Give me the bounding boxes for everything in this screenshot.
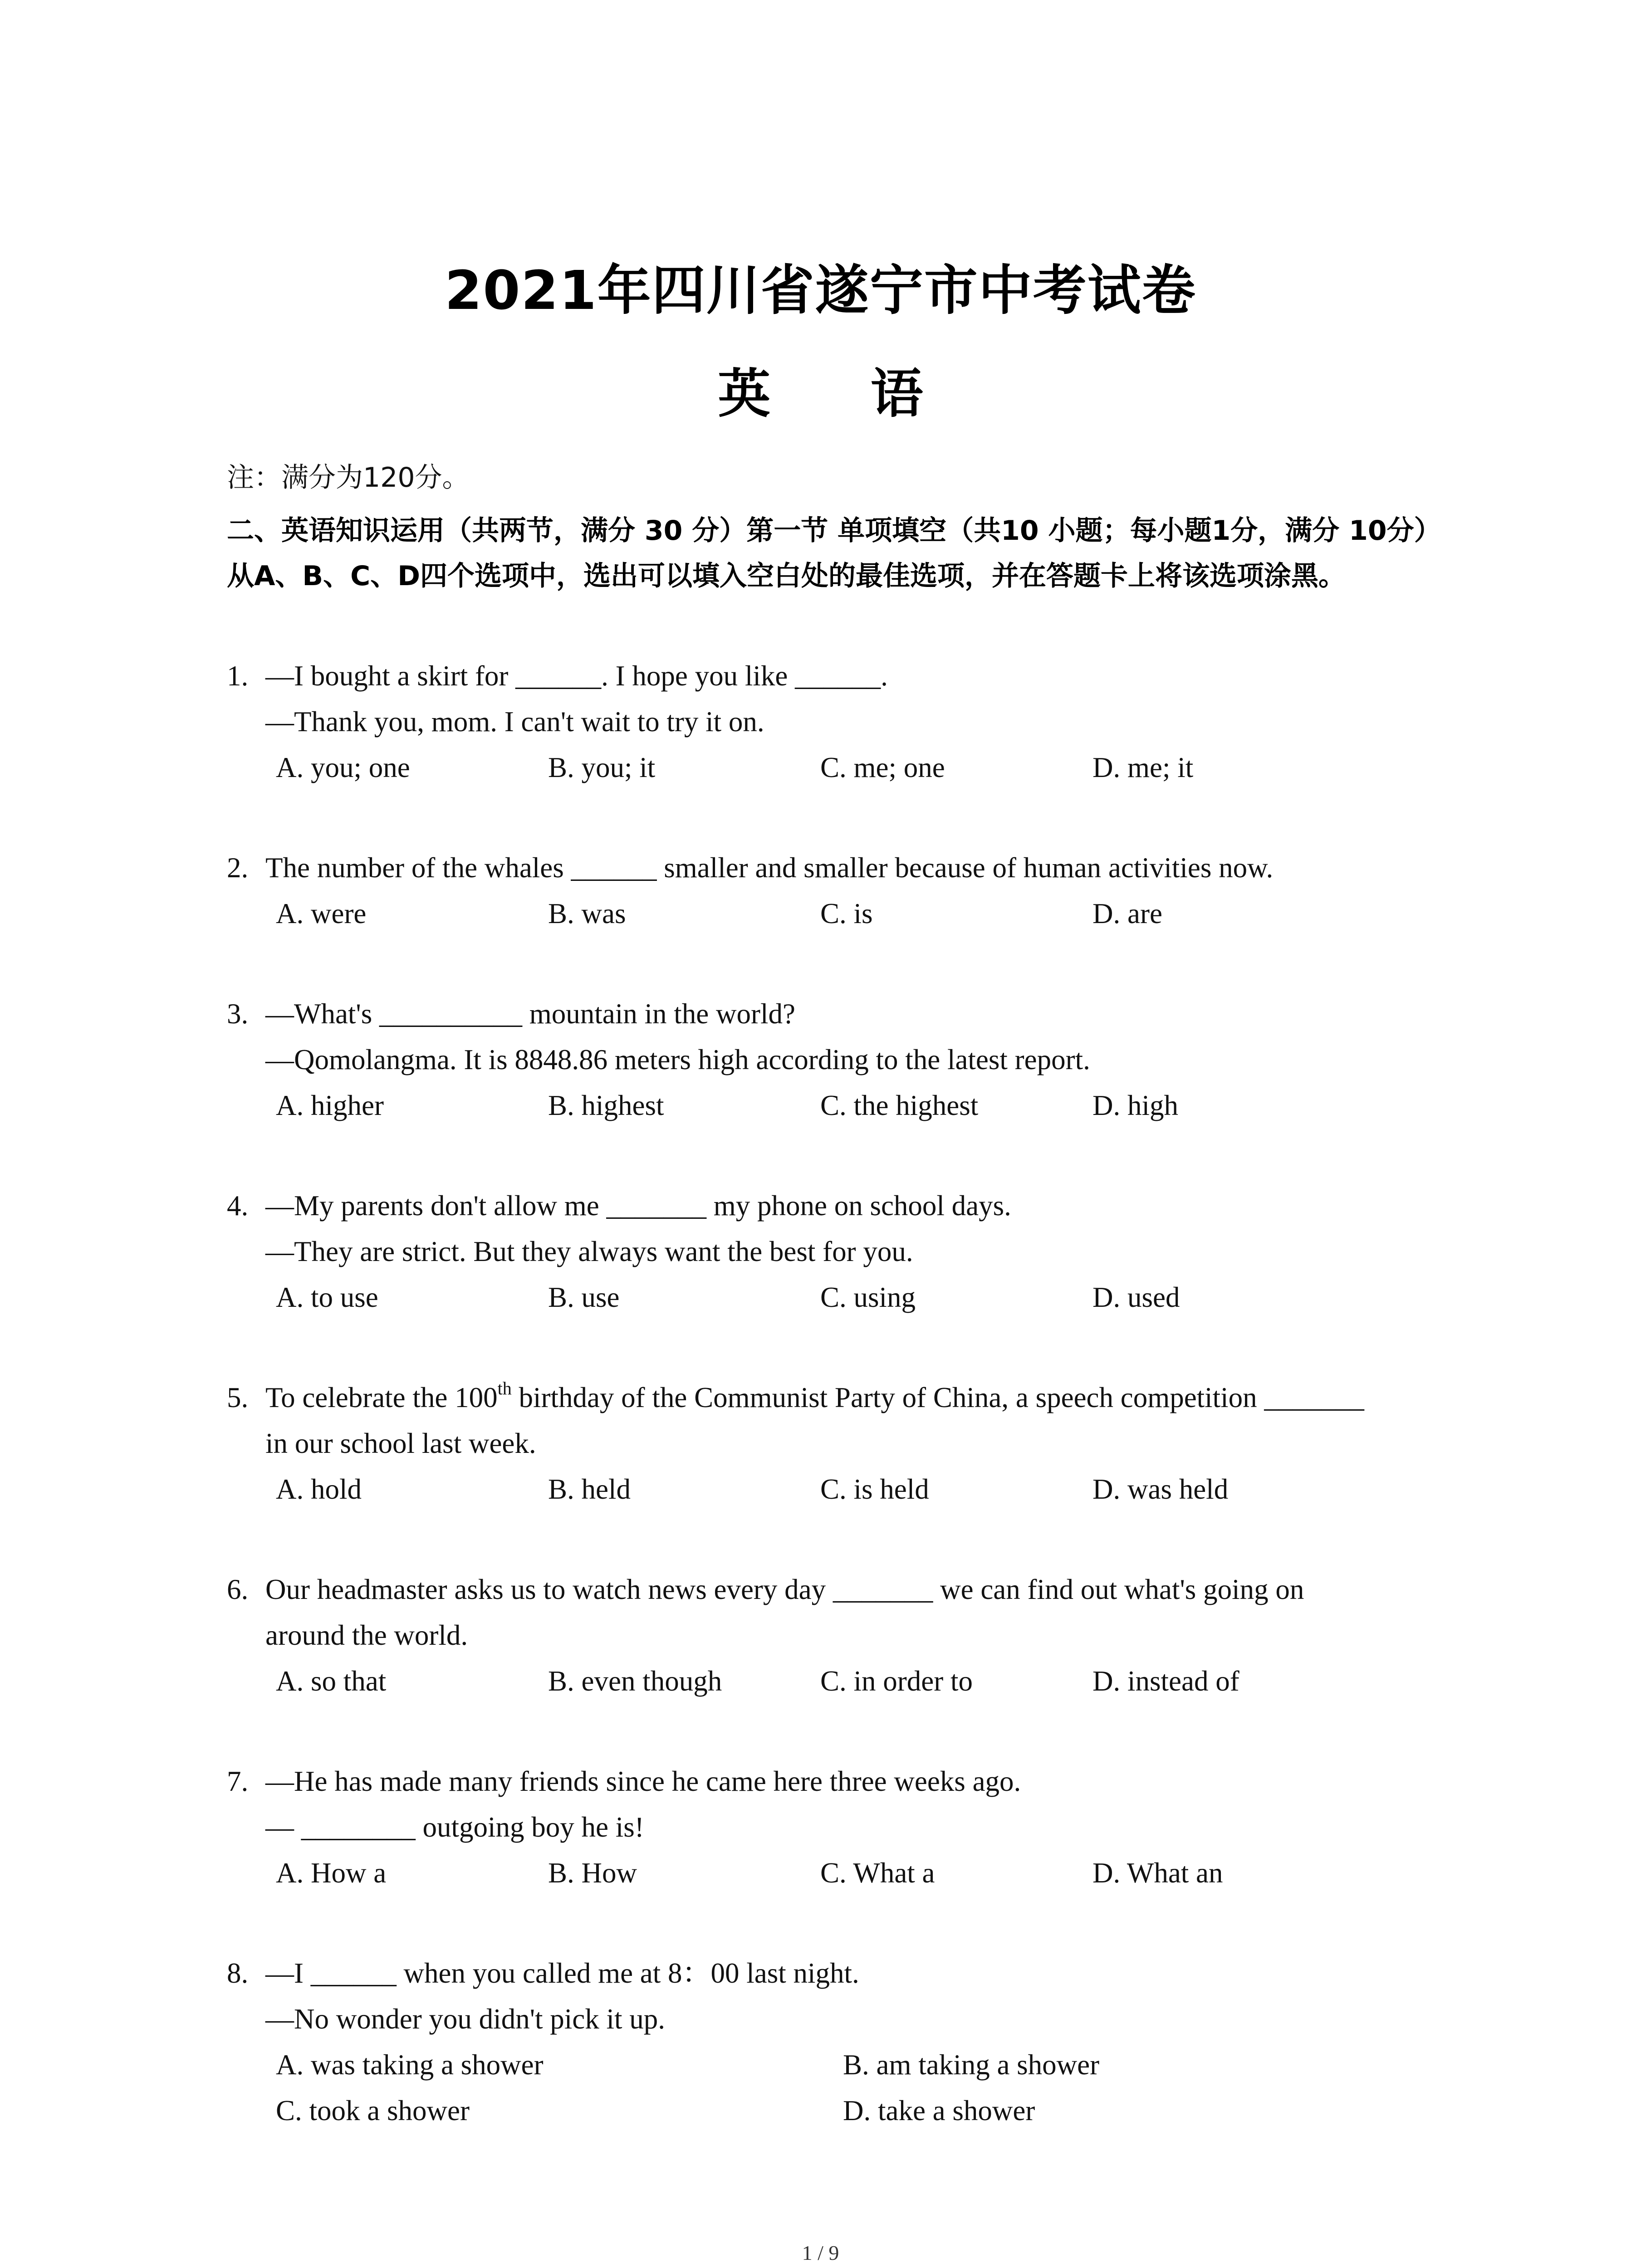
option-c: C. What a xyxy=(820,1857,935,1889)
option-b: B. held xyxy=(548,1473,631,1505)
question-number: 1. xyxy=(227,660,249,692)
question-text: — ________ outgoing boy he is! xyxy=(265,1811,644,1843)
option-b: B. you; it xyxy=(548,752,656,783)
option-c: C. using xyxy=(820,1281,916,1313)
option-d: D. instead of xyxy=(1092,1665,1239,1697)
score-note: 注：满分为120分。 xyxy=(227,462,470,494)
answer-options xyxy=(227,2042,1470,2134)
superscript: th xyxy=(497,1378,512,1398)
option-a: A. How a xyxy=(276,1857,387,1889)
option-a: A. were xyxy=(276,898,367,929)
question-text: —Thank you, mom. I can't wait to try it on. xyxy=(265,706,764,738)
option-d: D. used xyxy=(1092,1281,1180,1313)
option-a: A. higher xyxy=(276,1090,384,1121)
option-a: A. so that xyxy=(276,1665,387,1697)
option-c: C. took a shower xyxy=(276,2095,470,2126)
option-b: B. am taking a shower xyxy=(843,2049,1100,2081)
question-text: —He has made many friends since he came here three weeks ago. xyxy=(265,1765,1021,1797)
question-text: To celebrate the 100th birthday of the Communist Party of China, a speech competition _______ xyxy=(265,1378,1364,1413)
question-text: —I bought a skirt for ______. I hope you like ______. xyxy=(265,660,888,692)
question-3 xyxy=(227,991,1470,1129)
option-b: B. even though xyxy=(548,1665,722,1697)
answer-options xyxy=(227,1850,1470,1896)
option-c: C. the highest xyxy=(820,1090,979,1121)
answer-options xyxy=(227,1275,1470,1320)
option-b: B. was xyxy=(548,898,626,929)
question-4 xyxy=(227,1183,1470,1320)
option-d: D. me; it xyxy=(1092,752,1194,783)
question-number: 6. xyxy=(227,1574,249,1605)
option-d: D. What an xyxy=(1092,1857,1223,1889)
question-number: 4. xyxy=(227,1190,249,1222)
question-5 xyxy=(227,1375,1470,1512)
option-b: B. highest xyxy=(548,1090,664,1121)
question-text: —They are strict. But they always want the best for you. xyxy=(265,1236,913,1267)
page-number: 1 / 9 xyxy=(802,2241,839,2264)
question-number: 7. xyxy=(227,1765,249,1797)
question-list xyxy=(227,653,1470,2188)
question-6 xyxy=(227,1567,1470,1704)
option-d: D. are xyxy=(1092,898,1162,929)
option-a: A. was taking a shower xyxy=(276,2049,544,2081)
answer-options xyxy=(227,1658,1470,1704)
question-text: Our headmaster asks us to watch news every day _______ we can find out what's going on xyxy=(265,1574,1304,1605)
question-number: 5. xyxy=(227,1382,249,1413)
option-c: C. is xyxy=(820,898,873,929)
option-d: D. take a shower xyxy=(843,2095,1035,2126)
answer-options xyxy=(227,891,1470,937)
answer-options xyxy=(227,745,1470,791)
question-8 xyxy=(227,1950,1470,2134)
question-2 xyxy=(227,845,1470,937)
question-text: around the world. xyxy=(265,1619,468,1651)
answer-options xyxy=(227,1083,1470,1129)
question-number: 8. xyxy=(227,1957,249,1989)
question-text: —Qomolangma. It is 8848.86 meters high according to the latest report. xyxy=(265,1044,1090,1075)
question-text: in our school last week. xyxy=(265,1427,536,1459)
option-a: A. to use xyxy=(276,1281,378,1313)
exam-title: 2021年四川省遂宁市中考试卷 xyxy=(445,259,1196,322)
question-text: —What's __________ mountain in the world? xyxy=(265,998,795,1030)
option-a: A. you; one xyxy=(276,752,410,783)
answer-options xyxy=(227,1466,1470,1512)
option-b: B. use xyxy=(548,1281,620,1313)
question-text: —My parents don't allow me _______ my phone on school days. xyxy=(265,1190,1011,1222)
question-7 xyxy=(227,1759,1470,1896)
question-number: 3. xyxy=(227,998,249,1030)
option-c: C. is held xyxy=(820,1473,929,1505)
question-number: 2. xyxy=(227,852,249,884)
option-c: C. me; one xyxy=(820,752,945,783)
option-c: C. in order to xyxy=(820,1665,973,1697)
subject-title: 英 语 xyxy=(718,363,964,425)
option-d: D. high xyxy=(1092,1090,1178,1121)
option-a: A. hold xyxy=(276,1473,362,1505)
option-b: B. How xyxy=(548,1857,637,1889)
question-text: —No wonder you didn't pick it up. xyxy=(265,2003,666,2035)
question-1 xyxy=(227,653,1470,791)
question-text: —I ______ when you called me at 8：00 last night. xyxy=(265,1957,859,1989)
question-text: The number of the whales ______ smaller and smaller because of human activities now. xyxy=(265,852,1274,884)
section-instructions: 二、英语知识运用（共两节，满分 30 分）第一节 单项填空（共10 小题；每小题1分，满分 10分）从A、B、C、D四个选项中，选出可以填入空白处的最佳选项，并在答题卡上将该选项涂黑。 xyxy=(227,515,1441,592)
option-d: D. was held xyxy=(1092,1473,1229,1505)
